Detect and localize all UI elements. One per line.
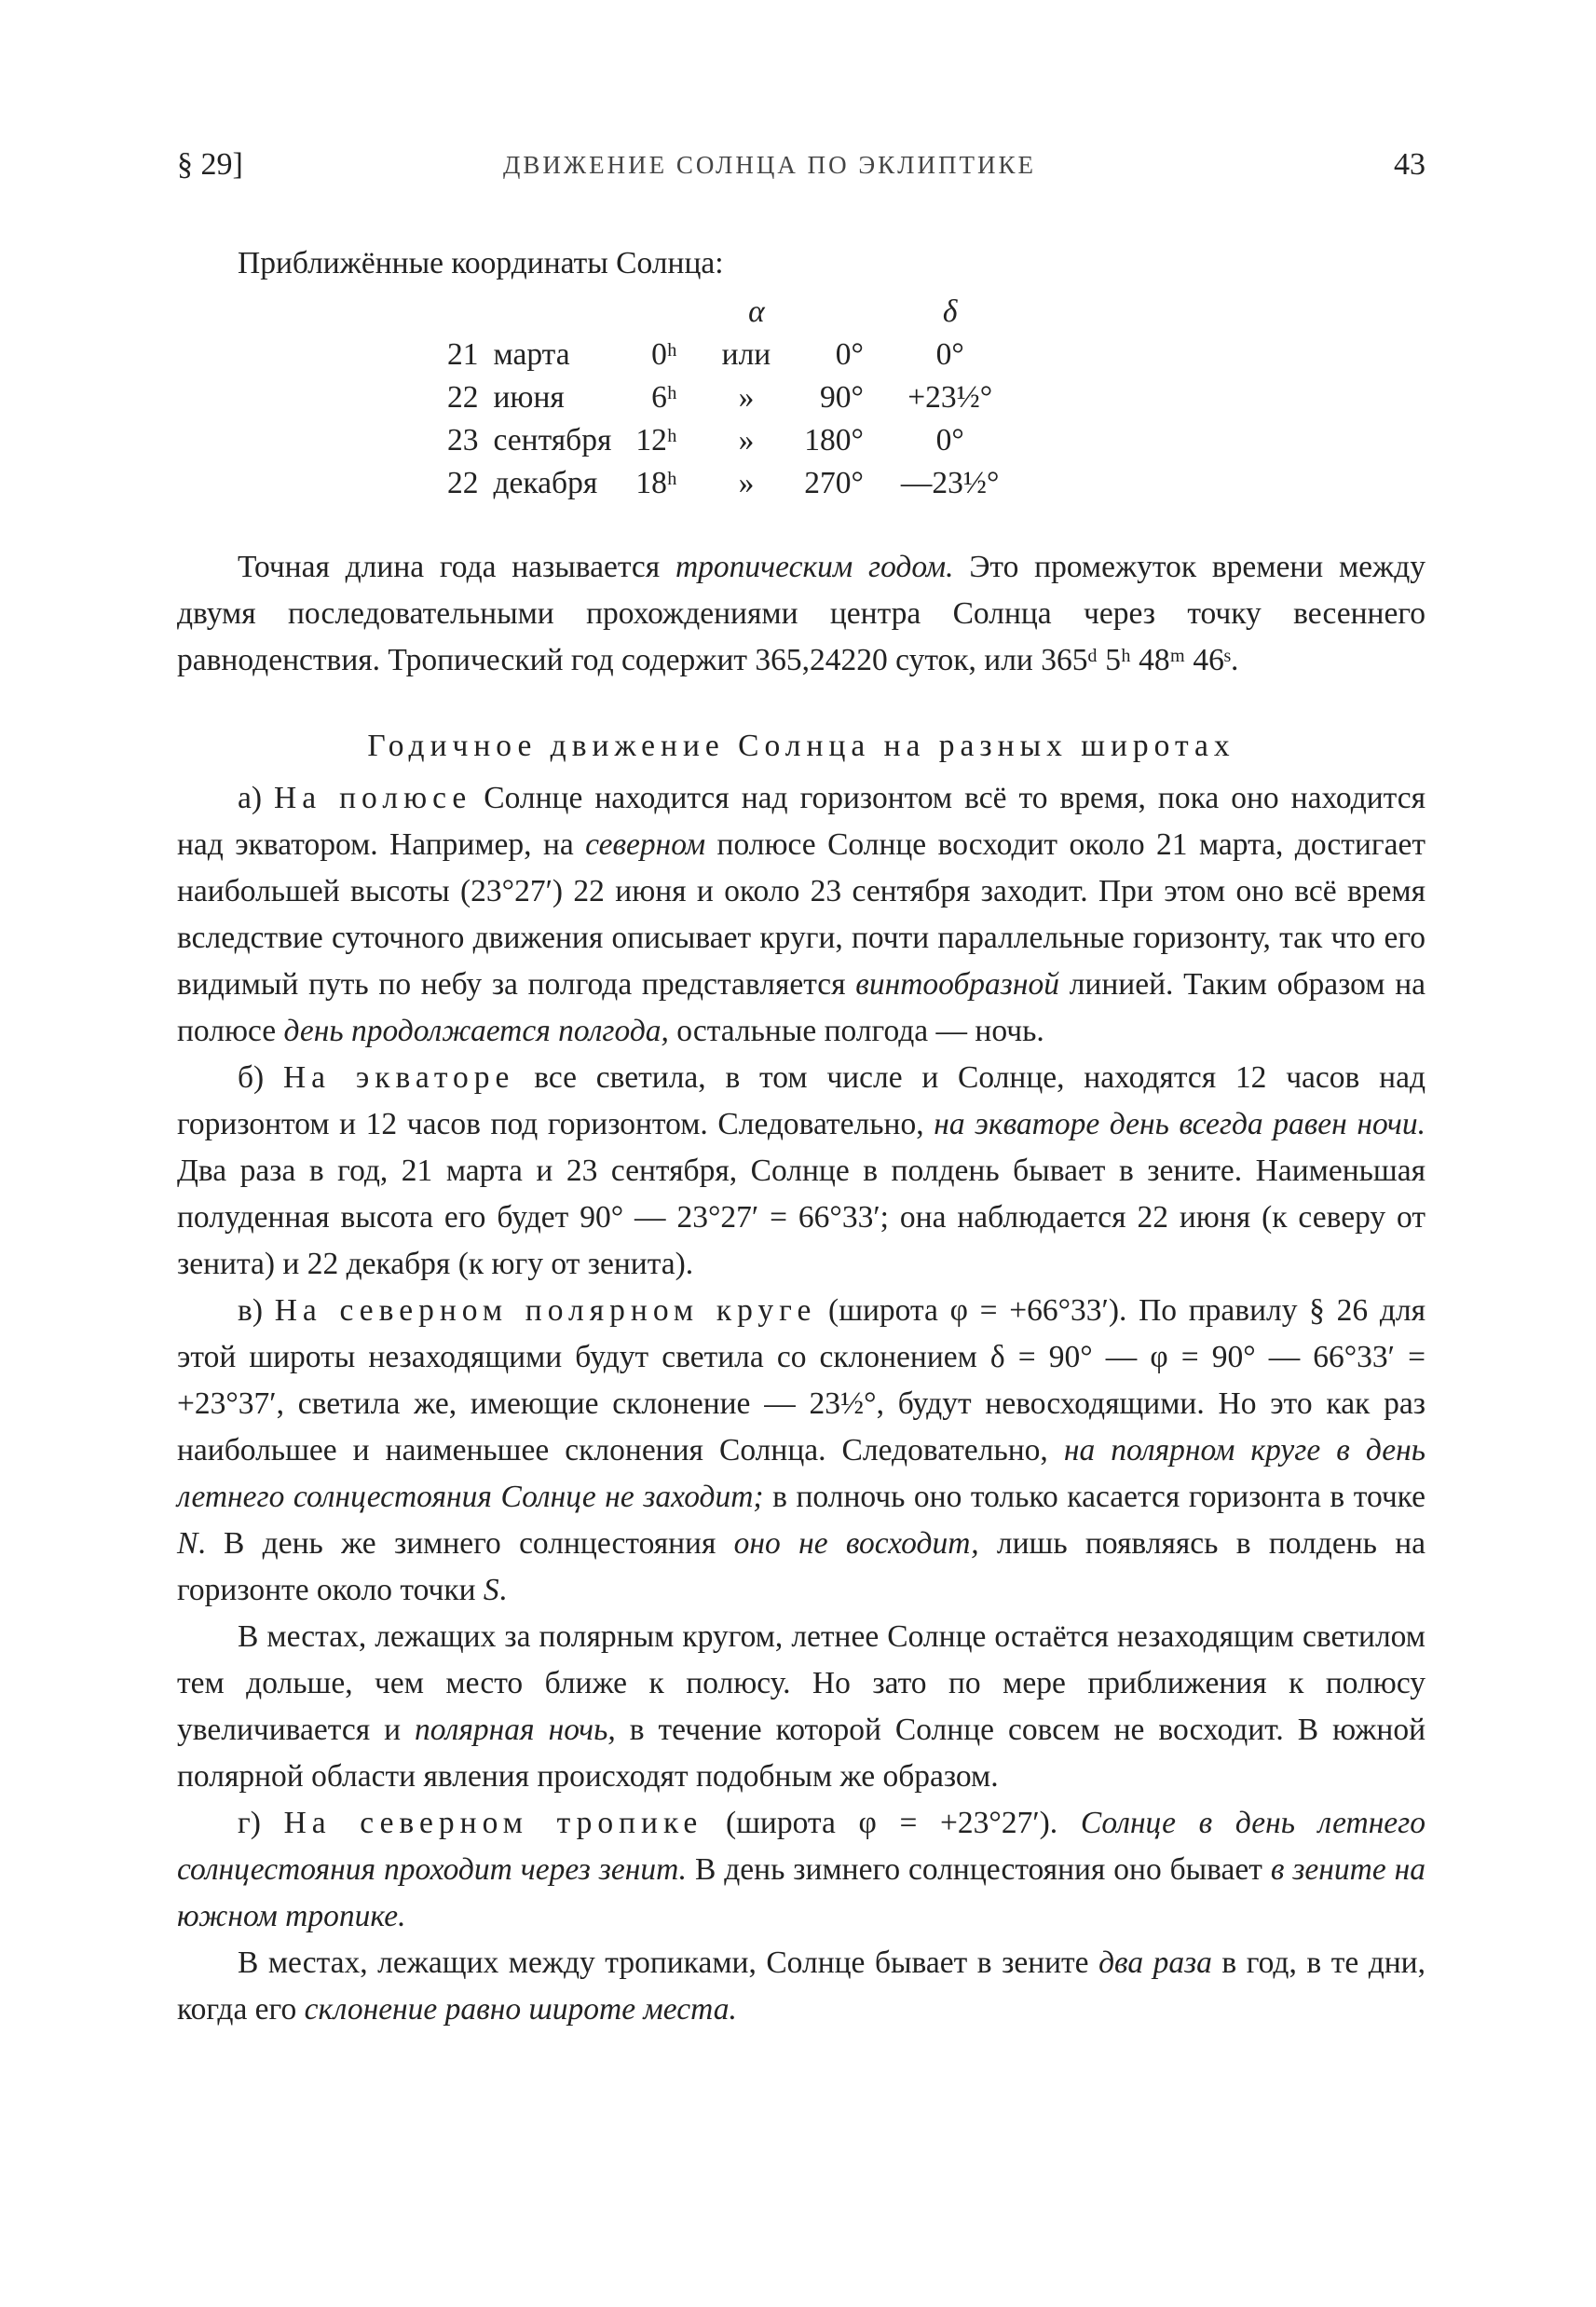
date-month: декабря — [493, 466, 598, 500]
table-row — [447, 334, 1012, 376]
page-body — [177, 240, 1425, 2033]
right-ascension-hours: 6ʰ — [651, 380, 677, 415]
paragraph-tropic: г) На северном тропике (широта φ = +23°27′). Солнце в день летнего солнцестояния проходит через зенит. В день зимнего солнцестояния оно бывает в зените на южном тропике. — [177, 1806, 1425, 1933]
or-separator: или — [721, 337, 771, 372]
declination: 0° — [935, 423, 964, 457]
delta-header: δ — [942, 294, 958, 329]
paragraph-beyond-polar-circle: В местах, лежащих за полярным кругом, летнее Солнце остаётся незаходящим светилом тем дольше, чем место ближе к полюсу. Но зато по мере приближения к полюсу увеличивается и полярная ночь, в течение которой Солнце совсем не восходит. В южной полярной области явления происходят подобным же образом. — [177, 1619, 1426, 1794]
solar-coordinates-table — [447, 291, 1012, 505]
or-separator: » — [738, 423, 755, 457]
right-ascension-degrees: 90° — [819, 380, 864, 415]
declination: +23½° — [907, 380, 993, 415]
right-ascension-degrees: 0° — [835, 337, 864, 372]
table-row — [447, 462, 1012, 505]
table-row — [447, 376, 1012, 419]
paragraph-tropical-year: Точная длина года называется тропическим годом. Это промежуток времени между двумя последовательными прохождениями центра Солнца через точку весеннего равноденствия. Тропический год содержит 365,24220 суток, или 365ᵈ 5ʰ 48ᵐ 46ˢ. — [177, 550, 1425, 677]
date-month: сентября — [493, 423, 612, 457]
paragraph-polar-circle: в) На северном полярном круге (широта φ = +66°33′). По правилу § 26 для этой широты незаходящими будут светила со склонением δ = 90° — φ = 90° — 66°33′ = +23°37′, светила же, имеющие склонение — 23½°, будут невосходящими. Но это как раз наибольшее и наименьшее склонения Солнца. Следовательно, на полярном круге в день летнего солнцестояния Солнце не заходит; в полночь оно только касается горизонта в точке N. В день же зимнего солнцестояния оно не восходит, лишь появляясь в полдень на горизонте около точки S. — [177, 1293, 1426, 1607]
declination: —23½° — [900, 466, 1000, 500]
paragraph-between-tropics: В местах, лежащих между тропиками, Солнце бывает в зените два раза в год, в те дни, когда его склонение равно широте места. — [177, 1945, 1425, 2027]
paragraph-equator: б) На экваторе все светила, в том числе и Солнце, находятся 12 часов над горизонтом и 12 часов под горизонтом. Следовательно, на экваторе день всегда равен ночи. Два раза в год, 21 марта и 23 сентября, Солнце в полдень бывает в зените. Наименьшая полуденная высота его будет 90° — 23°27′ = 66°33′; она наблюдается 22 июня (к северу от зенита) и 22 декабря (к югу от зенита). — [177, 1060, 1425, 1281]
date-day: 22 — [447, 466, 479, 500]
term-tropical-year: тропическим годом. — [675, 550, 954, 584]
table-header-row — [447, 291, 1012, 334]
right-ascension-hours: 12ʰ — [635, 423, 677, 457]
date-day: 23 — [447, 423, 479, 457]
running-title: ДВИЖЕНИЕ СОЛНЦА ПО ЭКЛИПТИКЕ — [503, 151, 1036, 179]
or-separator: » — [738, 466, 755, 500]
page-number: 43 — [1394, 147, 1425, 182]
table-row — [447, 419, 1012, 462]
date-day: 22 — [447, 380, 479, 415]
alpha-header: α — [748, 294, 765, 329]
right-ascension-degrees: 270° — [804, 466, 864, 500]
section-number: § 29] — [177, 147, 243, 182]
coords-intro: Приближённые координаты Солнца: — [238, 246, 724, 280]
right-ascension-hours: 18ʰ — [635, 466, 677, 500]
date-month: марта — [493, 337, 570, 372]
paragraph-pole: а) На полюсе Солнце находится над горизонтом всё то время, пока оно находится над экватором. Например, на северном полюсе Солнце восходит около 21 марта, достигает наибольшей высоты (23°27′) 22 июня и около 23 сентября заходит. При этом оно всё время вследствие суточного движения описывает круги, почти параллельные горизонту, так что его видимый путь по небу за полгода представляется винтообразной линией. Таким образом на полюсе день продолжается полгода, остальные полгода — ночь. — [177, 781, 1425, 1048]
section-heading: Годичное движение Солнца на разных широтах — [367, 729, 1235, 763]
declination: 0° — [935, 337, 964, 372]
or-separator: » — [738, 380, 755, 415]
date-day: 21 — [447, 337, 479, 372]
right-ascension-hours: 0ʰ — [651, 337, 677, 372]
date-month: июня — [493, 380, 565, 415]
right-ascension-degrees: 180° — [804, 423, 864, 457]
running-head — [177, 147, 1425, 194]
